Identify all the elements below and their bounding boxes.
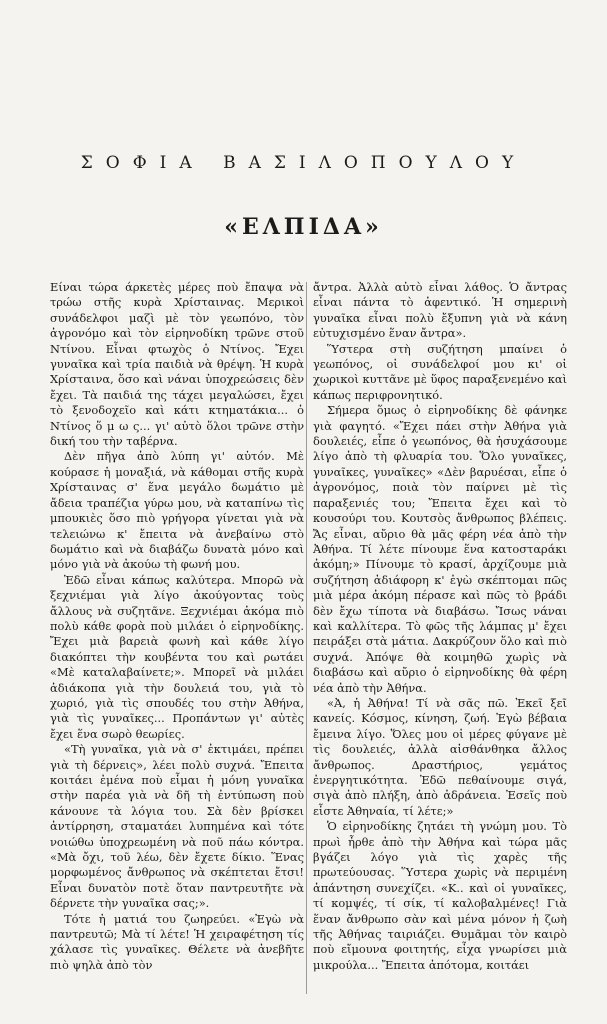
paragraph: «Τὴ γυναῖκα, γιὰ νὰ σ' ἐκτιμάει, πρέπει γιὰ τὴ δέρνεις», λέει πολὺ συχνά. Ἔπειτα κοιτάει ἐμένα ποὺ εἶμαι ἡ μόνη γυναῖκα στὴν παρέα γιὰ νὰ δῆ τὴ ἐντύπωση ποὺ κάνουνε τὰ λόγια του. Σὰ δὲν βρίσκει ἀντίρρηση, σταματάει λυπημένα καὶ τότε νοιώθω ὑποχρεωμένη νὰ ποῦ πάω κόντρα. «Μὰ ὄχι, τοῦ λέω, δὲν ἔχετε δίκιο. Ἕνας μορφωμένος ἄνθρωπος νὰ σκέπτεται ἔτσι! Εἶναι δυνατὸν ποτὲ ὅταν παντρευτῆτε νὰ δέρνετε τὴν γυναῖκα σας;». xyxy=(50,742,304,911)
paragraph: Ὕστερα στὴ συζήτηση μπαίνει ὁ γεωπόνος, οἱ συνάδελφοί μου κι' οἱ χωρικοὶ κυττᾶνε μὲ ὕφος παραξενεμένο καὶ κάπως περιφρονητικό. xyxy=(313,341,567,402)
paragraph: Ἐδῶ εἶναι κάπως καλύτερα. Μπορῶ νὰ ξεχνιέμαι γιὰ λίγο ἀκούγοντας τοὺς ἄλλους νὰ συζητᾶνε. Ξεχνιέμαι ἀκόμα πιὸ πολὺ κάθε φορὰ ποὺ μιλάει ὁ εἰρηνοδίκης. Ἔχει μιὰ βαρειὰ φωνὴ καὶ κάθε λίγο διακόπτει τὴν κουβέντα του καὶ ρωτάει «Μὲ καταλαβαίνετε;». Μπορεῖ νὰ μιλάει ἀδιάκοπα γιὰ τὴν δουλειά του, γιὰ τὸ χωριό, γιὰ τὶς σπουδές του στὴν Ἀθήνα, γιὰ τὶς γυναῖκες... Προπάντων γι' αὐτὲς ἔχει ἕνα σωρὸ θεωρίες. xyxy=(50,572,304,741)
paragraph: ἄντρα. Ἀλλὰ αὐτὸ εἶναι λάθος. Ὁ ἄντρας εἶναι πάντα τὸ ἀφεντικό. Ἡ σημερινὴ γυναῖκα εἶναι πολὺ ἔξυπνη γιὰ νὰ κάνη εὐτυχισμένο ἕναν ἄντρα». xyxy=(313,280,567,341)
paragraph: Δὲν πῆγα ἀπὸ λύπη γι' αὐτόν. Μὲ κούρασε ἡ μοναξιά, νὰ κάθομαι στῆς κυρὰ Χρίσταινας σ' ἕνα μεγάλο δωμάτιο μὲ ἄδεια τραπέζια γύρω μου, νὰ καταπίνω τὶς μπουκιὲς ὅσο πιὸ γρήγορα γίνεται γιὰ νὰ τελειώνω κ' ἔπειτα νὰ ἀνεβαίνω στὸ δωμάτιο καὶ νὰ διαβάζω δυνατὰ μόνο καὶ μόνο γιὰ νὰ ἀκούω τὴ φωνή μου. xyxy=(50,449,304,572)
left-text-column xyxy=(50,280,304,1000)
paragraph: Ὁ εἰρηνοδίκης ζητάει τὴ γνώμη μου. Τὸ πρωὶ ἦρθε ἀπὸ τὴν Ἀθήνα καὶ τώρα μᾶς βγάζει λόγο γιὰ τὶς χαρὲς τῆς πρωτεύουσας. Ὕστερα χωρὶς νὰ περιμένη ἀπάντηση συνεχίζει. «Κ.. καὶ οἱ γυναῖκες, τί κομψές, τί σίκ, τί καλοβαλμένες! Γιὰ ἕναν ἄνθρωπο σὰν καὶ μένα μόνον ἡ ζωὴ τῆς Ἀθήνας ταιριάζει. Θυμᾶμαι τὸν καιρὸ ποὺ εἴμουνα φοιτητής, εἶχα γνωρίσει μιὰ μικρούλα... Ἔπειτα ἀπότομα, κοιτάει xyxy=(313,819,567,972)
column-divider xyxy=(306,282,307,994)
paragraph: Σήμερα ὅμως ὁ εἰρηνοδίκης δὲ φάνηκε γιὰ φαγητό. «Ἔχει πάει στὴν Ἀθήνα γιὰ δουλειές, εἶπε ὁ γεωπόνος, θὰ ἡσυχάσουμε λίγο ἀπὸ τὴ φλυαρία του. Ὅλο γυναῖκες, γυναῖκες, γυναῖκες» «Δὲν βαρυέσαι, εἶπε ὁ ἀγρονόμος, ποιὰ τὸν παίρνει μὲ τὶς παραξενιές του; Ἔπειτα ἔχει καὶ τὸ κουσούρι του. Κουτσὸς ἄνθρωπος βλέπεις. Ἄς εἶναι, αὔριο θὰ μᾶς φέρη νέα ἀπὸ τὴν Ἀθήνα. Τί λέτε πίνουμε ἕνα κατοσταράκι ἀκόμη;» Πίνουμε τὸ κρασί, ἀρχίζουμε μιὰ συζήτηση ἀδιάφορη κ' ἐγὼ σκέπτομαι πῶς μιὰ μέρα ἀκόμη πέρασε καὶ πῶς τὸ βράδι δὲν ἔχω τίποτα νὰ διαβάσω. Ἴσως νάναι καὶ καλλίτερα. Τὸ φῶς τῆς λάμπας μ' ἔχει πειράξει στὰ μάτια. Δακρύζουν ὅλο καὶ πιὸ συχνά. Ἀπόψε θὰ κοιμηθῶ χωρὶς νὰ διαβάσω καὶ αὔριο ὁ εἰρηνοδίκης θὰ φέρη νέα ἀπὸ τὴν Ἀθήνα. xyxy=(313,403,567,695)
story-title: «ΕΛΠΙΔΑ» xyxy=(224,214,383,240)
paragraph: «Ἀ, ἡ Ἀθήνα! Τί νὰ σᾶς πῶ. Ἐκεῖ ξεῖ κανείς. Κόσμος, κίνηση, ζωή. Ἐγὼ βέβαια ἔμεινα λίγο. Ὅλες μου οἱ μέρες φύγανε μὲ τὶς δουλειές, ἀλλὰ αἰσθάνθηκα ἄλλος ἄνθρωπος. Δραστήριος, γεμάτος ἐνεργητικότητα. Ἐδῶ πεθαίνουμε σιγά, σιγὰ ἀπὸ πλήξη, ἀπὸ ἀδράνεια. Ἐσεῖς ποὺ εἶστε Ἀθηναία, τί λέτε;» xyxy=(313,695,567,818)
author-name: ΣΟΦΙΑ ΒΑΣΙΛΟΠΟΥΛΟΥ xyxy=(80,153,527,173)
right-text-column xyxy=(313,280,567,1000)
paragraph: Τότε ἡ ματιά του ζωηρεύει. «Ἐγὼ νὰ παντρευτῶ; Μὰ τί λέτε! Ἡ χειραφέτηση τίς χάλασε τὶς γυναῖκες. Θέλετε νὰ ἀνεβῆτε πιὸ ψηλὰ ἀπὸ τὸν xyxy=(50,911,304,972)
paragraph: Είναι τώρα άρκετὲς μέρες ποὺ ἔπαψα νὰ τρώω στῆς κυρὰ Χρίσταινας. Μερικοὶ συνάδελφοι μαζὶ μὲ τὸν γεωπόνο, τὸν ἀγρονόμο καὶ τὸν εἰρηνοδίκη τρῶνε στοῦ Ντίνου. Εἶναι φτωχὸς ὁ Ντίνος. Ἔχει γυναῖκα καὶ τρία παιδιὰ νὰ θρέψη. Ἡ κυρὰ Χρίσταινα, ὅσο καὶ νάναι ὑποχρεώσεις δὲν ἔχει. Τὰ παιδιά της τάχει μεγαλώσει, ἔχει τὸ ξενοδοχεῖο καὶ κάτι κτηματάκια... ὁ Ντίνος ὅ μ ω ς... γι' αὐτὸ ὅλοι τρῶνε στὴν δική του τὴν ταβέρνα. xyxy=(50,280,304,449)
